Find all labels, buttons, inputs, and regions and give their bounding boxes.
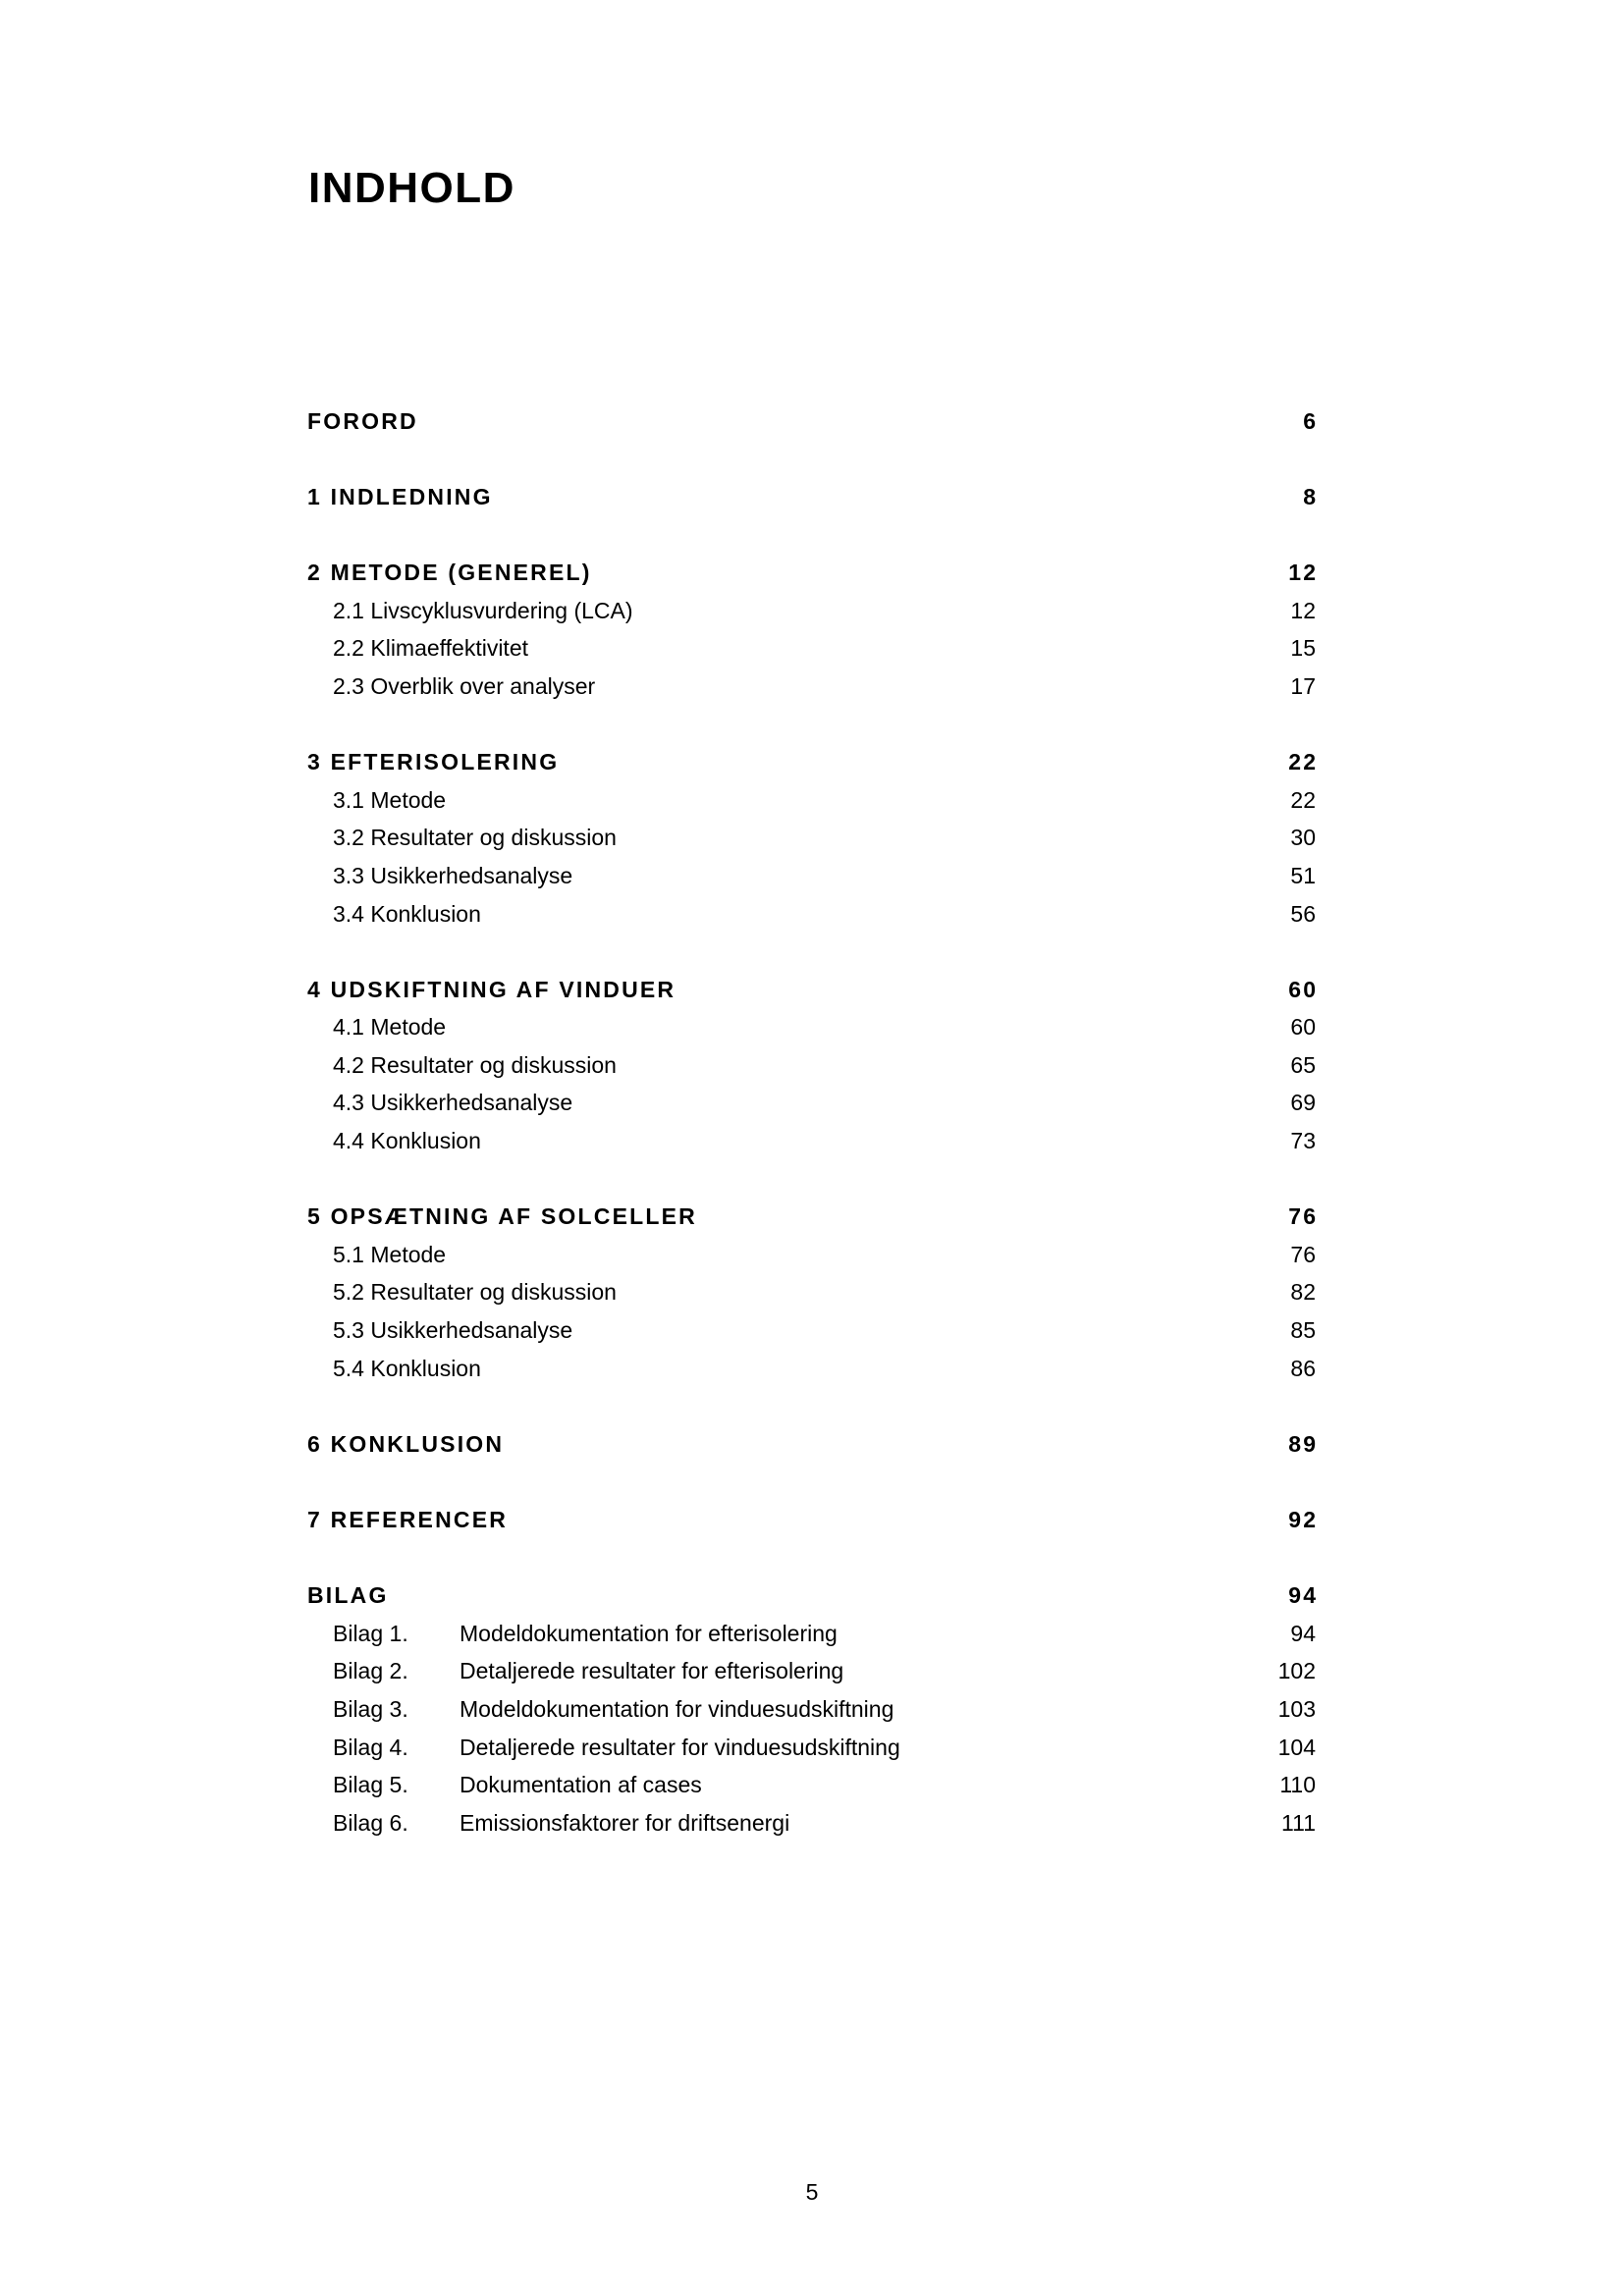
toc-item-label: 5.1 Metode [333, 1241, 447, 1267]
toc-item-label: 4.3 Usikkerhedsanalyse [333, 1090, 573, 1116]
toc-section-row [307, 1198, 1319, 1236]
toc-item-page-number: 17 [1290, 672, 1316, 699]
toc-item-label: 4.4 Konklusion [333, 1128, 481, 1154]
page-title: INDHOLD [308, 164, 515, 212]
toc-item-label: Modeldokumentation for vinduesudskiftning [460, 1695, 894, 1722]
toc-item-page-number: 30 [1290, 825, 1316, 851]
toc-item-row [307, 1690, 1316, 1729]
toc-item-row [307, 781, 1316, 820]
toc-item-page-number: 22 [1290, 786, 1316, 813]
toc-section-page-number: 89 [1288, 1430, 1319, 1457]
toc-item-label: Modeldokumentation for efterisolering [460, 1620, 838, 1646]
toc-item-row [307, 857, 1316, 895]
toc-item-prefix: Bilag 3. [333, 1695, 408, 1722]
toc-item-label: 3.2 Resultater og diskussion [333, 825, 617, 851]
toc-item-label: 2.3 Overblik over analyser [333, 672, 596, 699]
toc-item-row [307, 1085, 1316, 1123]
toc-section-label: 5 OPSÆTNING AF SOLCELLER [307, 1203, 697, 1230]
toc-item-label: 2.1 Livscyklusvurdering (LCA) [333, 597, 633, 623]
toc-item-row [307, 1046, 1316, 1085]
toc-section-label: FORORD [307, 407, 418, 434]
toc-group [307, 478, 1319, 516]
toc-section-page-number: 12 [1288, 560, 1319, 586]
toc-item-label: 4.2 Resultater og diskussion [333, 1051, 617, 1078]
toc-item-row [307, 630, 1316, 668]
toc-group [307, 1501, 1319, 1539]
toc-section-row [307, 971, 1319, 1009]
toc-group [307, 402, 1319, 441]
toc-item-row [307, 1274, 1316, 1312]
toc-item-label: 3.1 Metode [333, 786, 447, 813]
toc-item-row [307, 1653, 1316, 1691]
toc-item-label: Emissionsfaktorer for driftsenergi [460, 1809, 790, 1836]
toc-section-row [307, 743, 1319, 781]
toc-item-row [307, 820, 1316, 858]
toc-group [307, 743, 1319, 933]
toc-item-page-number: 110 [1279, 1772, 1316, 1798]
toc-item-page-number: 12 [1290, 597, 1316, 623]
toc-item-page-number: 60 [1290, 1014, 1316, 1041]
toc-item-page-number: 86 [1290, 1355, 1316, 1381]
toc-section-row [307, 1576, 1319, 1615]
toc-section-page-number: 6 [1303, 407, 1319, 434]
toc-group [307, 1576, 1319, 1842]
toc-item-page-number: 104 [1277, 1734, 1316, 1760]
toc-item-page-number: 65 [1290, 1051, 1316, 1078]
toc-section-label: 1 INDLEDNING [307, 483, 493, 509]
toc-item-label: 5.4 Konklusion [333, 1355, 481, 1381]
toc-item-prefix: Bilag 5. [333, 1772, 408, 1798]
table-of-contents [307, 402, 1319, 1842]
toc-section-label: 2 METODE (GENEREL) [307, 560, 592, 586]
toc-section-page-number: 22 [1288, 749, 1319, 775]
toc-item-page-number: 73 [1290, 1128, 1316, 1154]
toc-section-row [307, 1501, 1319, 1539]
toc-group [307, 971, 1319, 1160]
toc-section-label: 4 UDSKIFTNING AF VINDUER [307, 976, 677, 1002]
toc-item-label: Detaljerede resultater for efterisolering [460, 1658, 844, 1684]
toc-item-row [307, 1615, 1316, 1653]
toc-item-row [307, 667, 1316, 706]
toc-section-label: 7 REFERENCER [307, 1507, 509, 1533]
toc-item-label: 3.3 Usikkerhedsanalyse [333, 862, 573, 888]
toc-item-page-number: 85 [1290, 1317, 1316, 1344]
toc-item-prefix: Bilag 1. [333, 1620, 408, 1646]
toc-item-page-number: 103 [1277, 1695, 1316, 1722]
toc-item-prefix: Bilag 6. [333, 1809, 408, 1836]
toc-group [307, 1198, 1319, 1387]
toc-section-row [307, 1425, 1319, 1464]
toc-section-row [307, 402, 1319, 441]
toc-item-row [307, 1804, 1316, 1842]
toc-item-label: Detaljerede resultater for vinduesudskiftning [460, 1734, 900, 1760]
toc-item-label: 5.2 Resultater og diskussion [333, 1279, 617, 1306]
toc-item-page-number: 76 [1290, 1241, 1316, 1267]
toc-item-row [307, 895, 1316, 934]
toc-item-label: 2.2 Klimaeffektivitet [333, 635, 529, 662]
toc-section-page-number: 60 [1288, 976, 1319, 1002]
toc-group [307, 554, 1319, 705]
toc-item-page-number: 56 [1290, 900, 1316, 927]
toc-item-label: 3.4 Konklusion [333, 900, 481, 927]
toc-item-row [307, 592, 1316, 630]
toc-section-page-number: 92 [1288, 1507, 1319, 1533]
toc-section-row [307, 554, 1319, 592]
toc-item-row [307, 1766, 1316, 1804]
toc-item-row [307, 1236, 1316, 1274]
toc-item-page-number: 102 [1277, 1658, 1316, 1684]
toc-item-page-number: 82 [1290, 1279, 1316, 1306]
toc-item-page-number: 69 [1290, 1090, 1316, 1116]
toc-item-page-number: 51 [1290, 862, 1316, 888]
toc-item-page-number: 15 [1290, 635, 1316, 662]
toc-item-row [307, 1311, 1316, 1350]
toc-group [307, 1425, 1319, 1464]
toc-item-label: 5.3 Usikkerhedsanalyse [333, 1317, 573, 1344]
toc-item-label: Dokumentation af cases [460, 1772, 702, 1798]
page-footer [0, 2181, 1624, 2204]
toc-item-row [307, 1122, 1316, 1160]
toc-item-prefix: Bilag 2. [333, 1658, 408, 1684]
toc-item-row [307, 1350, 1316, 1388]
toc-item-label: 4.1 Metode [333, 1014, 447, 1041]
toc-section-page-number: 76 [1288, 1203, 1319, 1230]
toc-section-label: BILAG [307, 1582, 389, 1609]
page-number: 5 [805, 2179, 819, 2205]
toc-item-row [307, 1009, 1316, 1047]
toc-item-page-number: 94 [1290, 1620, 1316, 1646]
toc-section-label: 6 KONKLUSION [307, 1430, 505, 1457]
toc-section-label: 3 EFTERISOLERING [307, 749, 560, 775]
toc-section-page-number: 94 [1288, 1582, 1319, 1609]
toc-section-row [307, 478, 1319, 516]
toc-section-page-number: 8 [1303, 483, 1319, 509]
toc-item-page-number: 111 [1281, 1809, 1316, 1836]
toc-item-prefix: Bilag 4. [333, 1734, 408, 1760]
toc-item-row [307, 1729, 1316, 1767]
